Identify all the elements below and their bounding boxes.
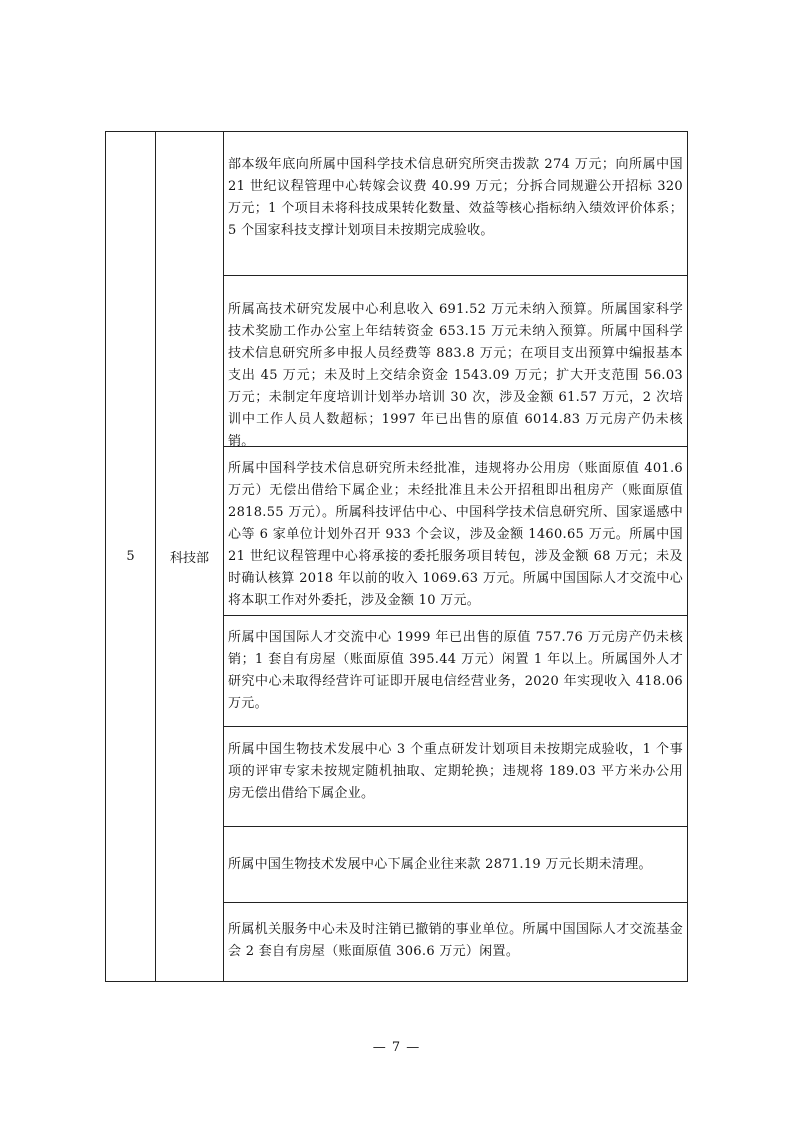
issue-text: 所属中国生物技术发展中心下属企业往来款 2871.19 万元长期未清理。 [228, 857, 652, 872]
table-row [224, 826, 687, 902]
table-row [224, 446, 687, 615]
table-row [224, 902, 687, 981]
row-number: 5 [126, 549, 135, 564]
table-row [224, 726, 687, 826]
issue-text: 所属中国国际人才交流中心 1999 年已出售的原值 757.76 万元房产仍未核销；1 套自有房屋（账面原值 395.44 万元）闲置 1 年以上。所属国外人才研究中心未取得经营许可证即开展电信经营业务，2020 年实现收入 418.06 万元。 [228, 630, 683, 711]
issue-text: 所属中国科学技术信息研究所未经批准，违规将办公用房（账面原值 401.6 万元）无偿出借给下属企业；未经批准且未公开招租即出租房产（账面原值 2818.55 万元）。所属科技评估中心、中国科学技术信息研究所、国家遥感中心等 6 家单位计划外召开 933 个会议，涉及金额 1460.65 万元。所属中国 21 世纪议程管理中心将承接的委托服务项目转包，涉及金额 68 万元；未及时确认核算 2018 年以前的收入 1069.63 万元。所属中国国际人才交流中心将本职工作对外委托，涉及金额 10 万元。 [228, 461, 683, 608]
table-row [224, 132, 687, 275]
table-row [224, 615, 687, 726]
issue-text: 所属机关服务中心未及时注销已撤销的事业单位。所属中国国际人才交流基金会 2 套自有房屋（账面原值 306.6 万元）闲置。 [228, 922, 683, 959]
department-name: 科技部 [169, 551, 209, 566]
issue-text: 部本级年底向所属中国科学技术信息研究所突击拨款 274 万元；向所属中国 21 世纪议程管理中心转嫁会议费 40.99 万元；分拆合同规避公开招标 320 万元；1 个项目未将科技成果转化数量、效益等核心指标纳入绩效评价体系；5 个国家科技支撑计划项目未按期完成验收。 [228, 157, 683, 238]
table-row [224, 275, 687, 449]
page-number: — 7 — [372, 1040, 421, 1055]
issue-text: 所属高技术研究发展中心利息收入 691.52 万元未纳入预算。所属国家科学技术奖励工作办公室上年结转资金 653.15 万元未纳入预算。所属中国科学技术信息研究所多申报人员经费等 883.8 万元；在项目支出预算中编报基本支出 45 万元；未及时上交结余资金 1543.09 万元；扩大开支范围 56.03 万元；未制定年度培训计划举办培训 30 次，涉及金额 61.57 万元，2 次培训中工作人员人数超标；1997 年已出售的原值 6014.83 万元房产仍未核销。 [228, 302, 683, 449]
audit-table [105, 131, 688, 982]
issue-text: 所属中国生物技术发展中心 3 个重点研发计划项目未按期完成验收，1 个事项的评审专家未按规定随机抽取、定期轮换；违规将 189.03 平方米办公用房无偿出借给下属企业。 [228, 742, 683, 801]
